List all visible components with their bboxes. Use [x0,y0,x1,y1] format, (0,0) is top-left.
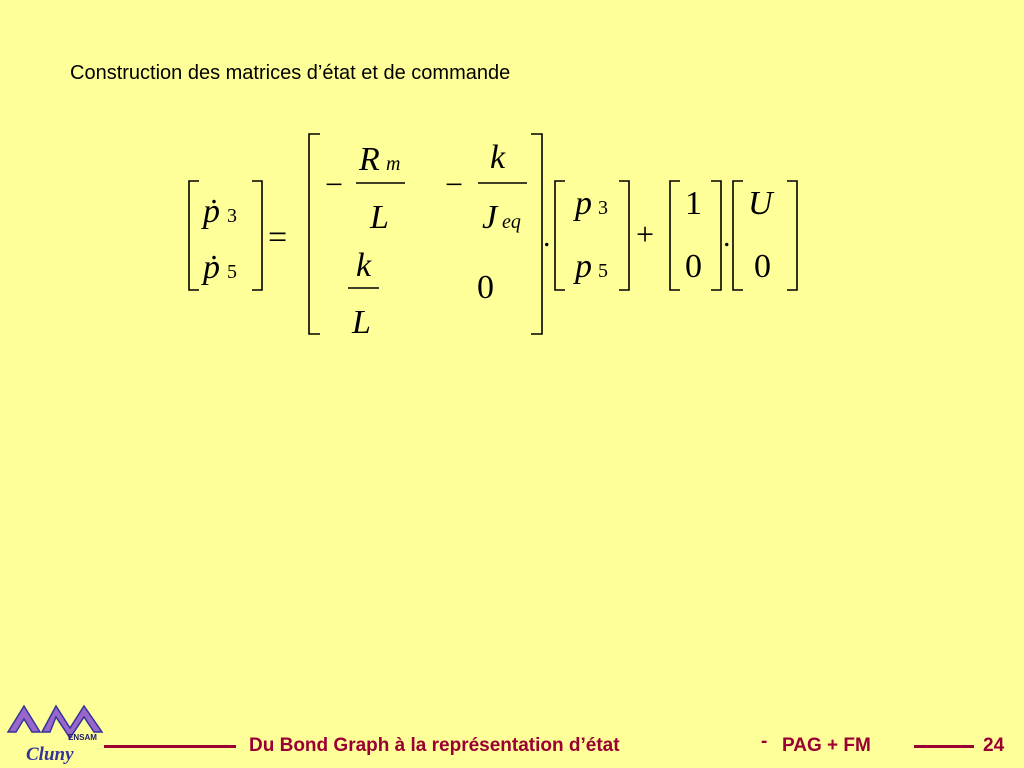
state-p5: p [575,248,592,285]
slide-heading: Construction des matrices d’état et de commande [70,62,511,84]
state-p5-sub: 5 [598,260,608,282]
equals-sign: = [268,219,288,256]
lhs-p5-dot: ṗ [203,249,220,286]
a12-denominator: J [482,199,498,236]
input-u: U [748,185,773,222]
state-left-bracket [555,181,565,290]
logo-cluny-text: Cluny [26,744,74,765]
footer-rule-left [104,745,236,748]
lhs-p3-dot: ṗ [203,193,220,230]
b-one: 1 [685,185,702,222]
lhs-p3-sub: 3 [227,205,237,227]
input-zero: 0 [754,248,771,285]
input-right-bracket [787,181,797,290]
footer-title: Du Bond Graph à la représentation d’état [249,735,620,756]
matrix-a-left-bracket [309,134,320,334]
a22-zero: 0 [477,269,494,306]
a11-minus: − [325,166,344,202]
footer-authors: PAG + FM [782,735,871,756]
b-left-bracket [670,181,680,290]
a12-numerator: k [490,139,506,176]
a11-denominator: L [370,199,389,236]
logo-ensam-text: ENSAM [68,733,97,742]
a21-numerator: k [356,247,372,284]
footer-rule-right [914,745,974,748]
page-number: 24 [983,735,1005,756]
a11-numerator-sub: m [386,153,401,175]
a12-denominator-sub: eq [502,211,521,233]
lhs-left-bracket [189,181,199,290]
a12-minus: − [445,166,464,202]
lhs-p5-sub: 5 [227,261,237,283]
state-p3-sub: 3 [598,197,608,219]
logo-a-shape [8,706,40,732]
state-p3: p [575,185,592,222]
b-right-bracket [711,181,721,290]
plus-sign: + [636,216,655,252]
footer-separator: - [761,731,768,752]
multiply-dot-1: . [543,220,551,253]
lhs-right-bracket [252,181,262,290]
state-right-bracket [619,181,629,290]
multiply-dot-2: . [723,220,731,253]
a11-numerator: R [359,141,380,178]
input-left-bracket [733,181,743,290]
matrix-a-right-bracket [531,134,542,334]
a21-denominator: L [352,304,371,341]
b-zero: 0 [685,248,702,285]
